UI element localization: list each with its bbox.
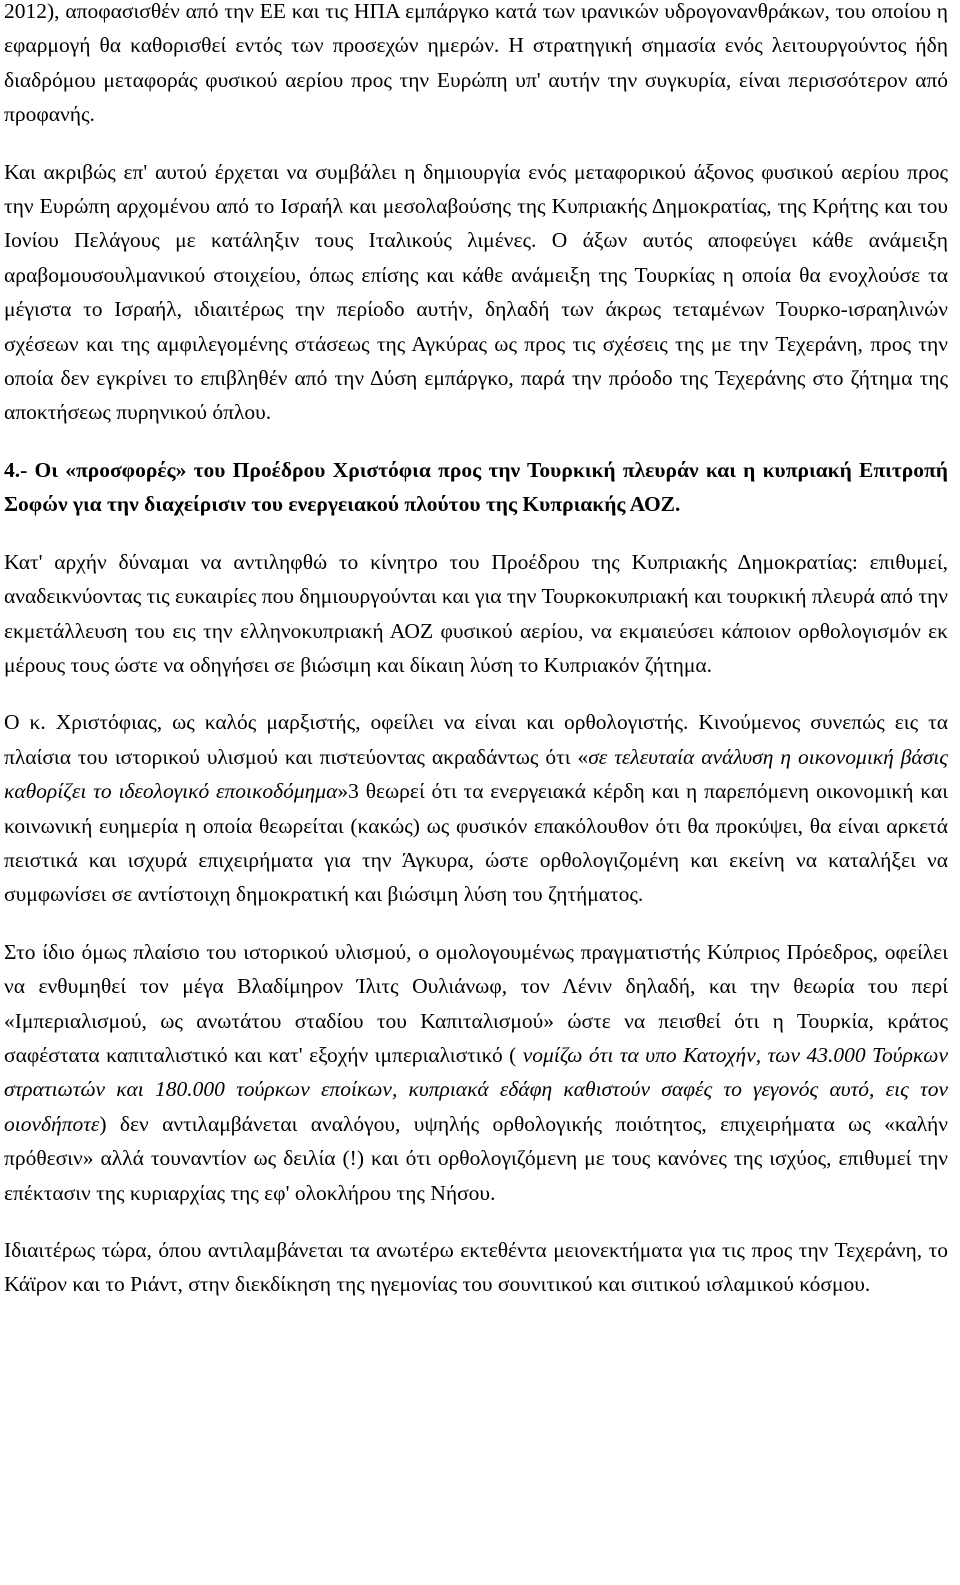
- paragraph-gap: [4, 1210, 948, 1233]
- paragraph-hegemony: Ιδιαιτέρως τώρα, όπου αντιλαμβάνεται τα ανωτέρω εκτεθέντα μειονεκτήματα για τις προς την Τεχεράνη, το Κάϊρον και το Ριάντ, στην διεκδίκηση της ηγεμονίας του σουνιτικού και σιιτικού ισλαμικού κόσμου.: [4, 1238, 948, 1297]
- paragraph-energy-axis: Και ακριβώς επ' αυτού έρχεται να συμβάλει η δημιουργία ενός μεταφορικού άξονος φυσικού αερίου προς την Ευρώπη αρχομένου από το Ισραήλ και μεσολαβούσης της Κυπριακής Δημοκρατίας, της Κρήτης και του Ιονίου Πελάγους με κατάληξιν τους Ιταλικούς λιμένες. Ο άξων αυτός αποφεύγει κάθε ανάμειξη αραβομουσουλμανικού στοιχείου, όπως επίσης και κάθε ανάμειξη της Τουρκίας η οποία θα ενοχλούσε τα μέγιστα το Ισραήλ, ιδιαιτέρως την περίοδο αυτήν, δηλαδή των άκρως τεταμένων Τουρκο-ισραηλινών σχέσεων και της αμφιλεγομένης στάσεως της Αγκύρας ως προς τις σχέσεις της με την Τεχεράνη, προς την οποία δεν εγκρίνει το επιβληθέν από την Δύση εμπάργκο, παρά την πρόοδο της Τεχεράνης στο ζήτημα της αποκτήσεως πυρηνικού όπλου.: [4, 159, 948, 425]
- paragraph-text: Ο κ. Χριστόφιας, ως καλός μαρξιστής, οφείλει να είναι και ορθολογιστής. Κινούμενος συνεπώς εις τα πλαίσια του ιστορικού υλισμού και πιστεύοντας ακραδάντως ότι «: [4, 710, 948, 769]
- paragraph-text: »3 θεωρεί ότι τα ενεργειακά κέρδη και η παρεπόμενη οικονομική και κοινωνική ευημερία η οποία θεωρείται (κακώς) ως φυσικόν επακόλουθον ότι θα προκύψει, θα είναι αρκετά πειστικά και ισχυρά επιχειρήματα για την Άγκυρα, ώστε ορθολογιζομένη και εκείνη να καταλήξει να συμφωνίσει σε αντίστοιχη δημοκρατική και βιώσιμη λύση του ζητήματος.: [4, 779, 948, 907]
- paragraph-lenin-imperialism: [4, 935, 948, 1210]
- section-heading: 4.- Οι «προσφορές» του Προέδρου Χριστόφια προς την Τουρκική πλευράν και η κυπριακή Επιτροπή Σοφών για την διαχείρισιν του ενεργειακού πλούτου της Κυπριακής ΑΟΖ.: [4, 457, 948, 517]
- paragraph-text: ) δεν αντιλαμβάνεται αναλόγου, υψηλής ορθολογικής ποιότητος, επιχειρήματα ως «καλήν πρόθεσιν» αλλά τουναντίον ως δειλία (!) και ότι ορθολογιζόμενη με τους κανόνες της ισχύος, επιθυμεί την επέκτασιν της κυριαρχίας της εφ' ολοκλήρου της Νήσου.: [4, 1111, 948, 1205]
- paragraph-iran-embargo: 2012), αποφασισθέν από την ΕΕ και τις ΗΠΑ εμπάργκο κατά των ιρανικών υδρογονανθράκων, του οποίου η εφαρμογή θα καθορισθεί εντός των προσεχών ημερών. Η στρατηγική σημασία ενός λειτουργούντος ήδη διαδρόμου μεταφοράς φυσικού αερίου προς την Ευρώπη υπ' αυτήν την συγκυρία, είναι περισσότερον από προφανής.: [4, 0, 948, 127]
- paragraph-christofias-marxist: [4, 705, 948, 911]
- paragraph-gap: [4, 522, 948, 545]
- paragraph-gap: [4, 682, 948, 705]
- italic-aside: νομίζω ότι τα υπο Κατοχήν, των 43.000 Τούρκων στρατιωτών και 180.000 τούρκων εποίκων, κυπριακά εδάφη καθιστούν σαφές το γεγονός αυτό, εις τον οιονδήποτε: [4, 1042, 949, 1136]
- paragraph-gap: [4, 132, 948, 155]
- paragraph-president-motive: Κατ' αρχήν δύναμαι να αντιληφθώ το κίνητρο του Προέδρου της Κυπριακής Δημοκρατίας: επιθυμεί, αναδεικνύοντας τις ευκαιρίες που δημιουργούνται και για την Τουρκοκυπριακή και τουρκική πλευρά από την εκμετάλλευση του εις την ελληνοκυπριακή ΑΟΖ φυσικού αερίου, να εκμαιεύσει κάποιον ορθολογισμόν εκ μέρους τους ώστε να οδηγήσει σε βιώσιμη και δίκαιη λύση το Κυπριακόν ζήτημα.: [4, 549, 948, 677]
- paragraph-gap: [4, 430, 948, 453]
- italic-quote: σε τελευταία ανάλυση η οικονομική βάσις καθορίζει το ιδεολογικό εποικοδόμημα: [4, 744, 949, 804]
- paragraph-gap: [4, 912, 948, 935]
- document-page: [4, 0, 948, 1302]
- paragraph-text: Στο ίδιο όμως πλαίσιο του ιστορικού υλισμού, ο ομολογουμένως πραγματιστής Κύπριος Πρόεδρος, οφείλει να ενθυμηθεί τον μέγα Βλαδίμηρον Ίλιτς Ουλιάνωφ, τον Λένιν δηλαδή, και την θεωρία του περί «Ιμπεριαλισμού, ως ανωτάτου σταδίου του Καπιταλισμού» ώστε να πεισθεί ότι η Τουρκία, κράτος σαφέστατα καπιταλιστικό και κατ' εξοχήν ιμπεριαλιστικό (: [4, 939, 948, 1067]
